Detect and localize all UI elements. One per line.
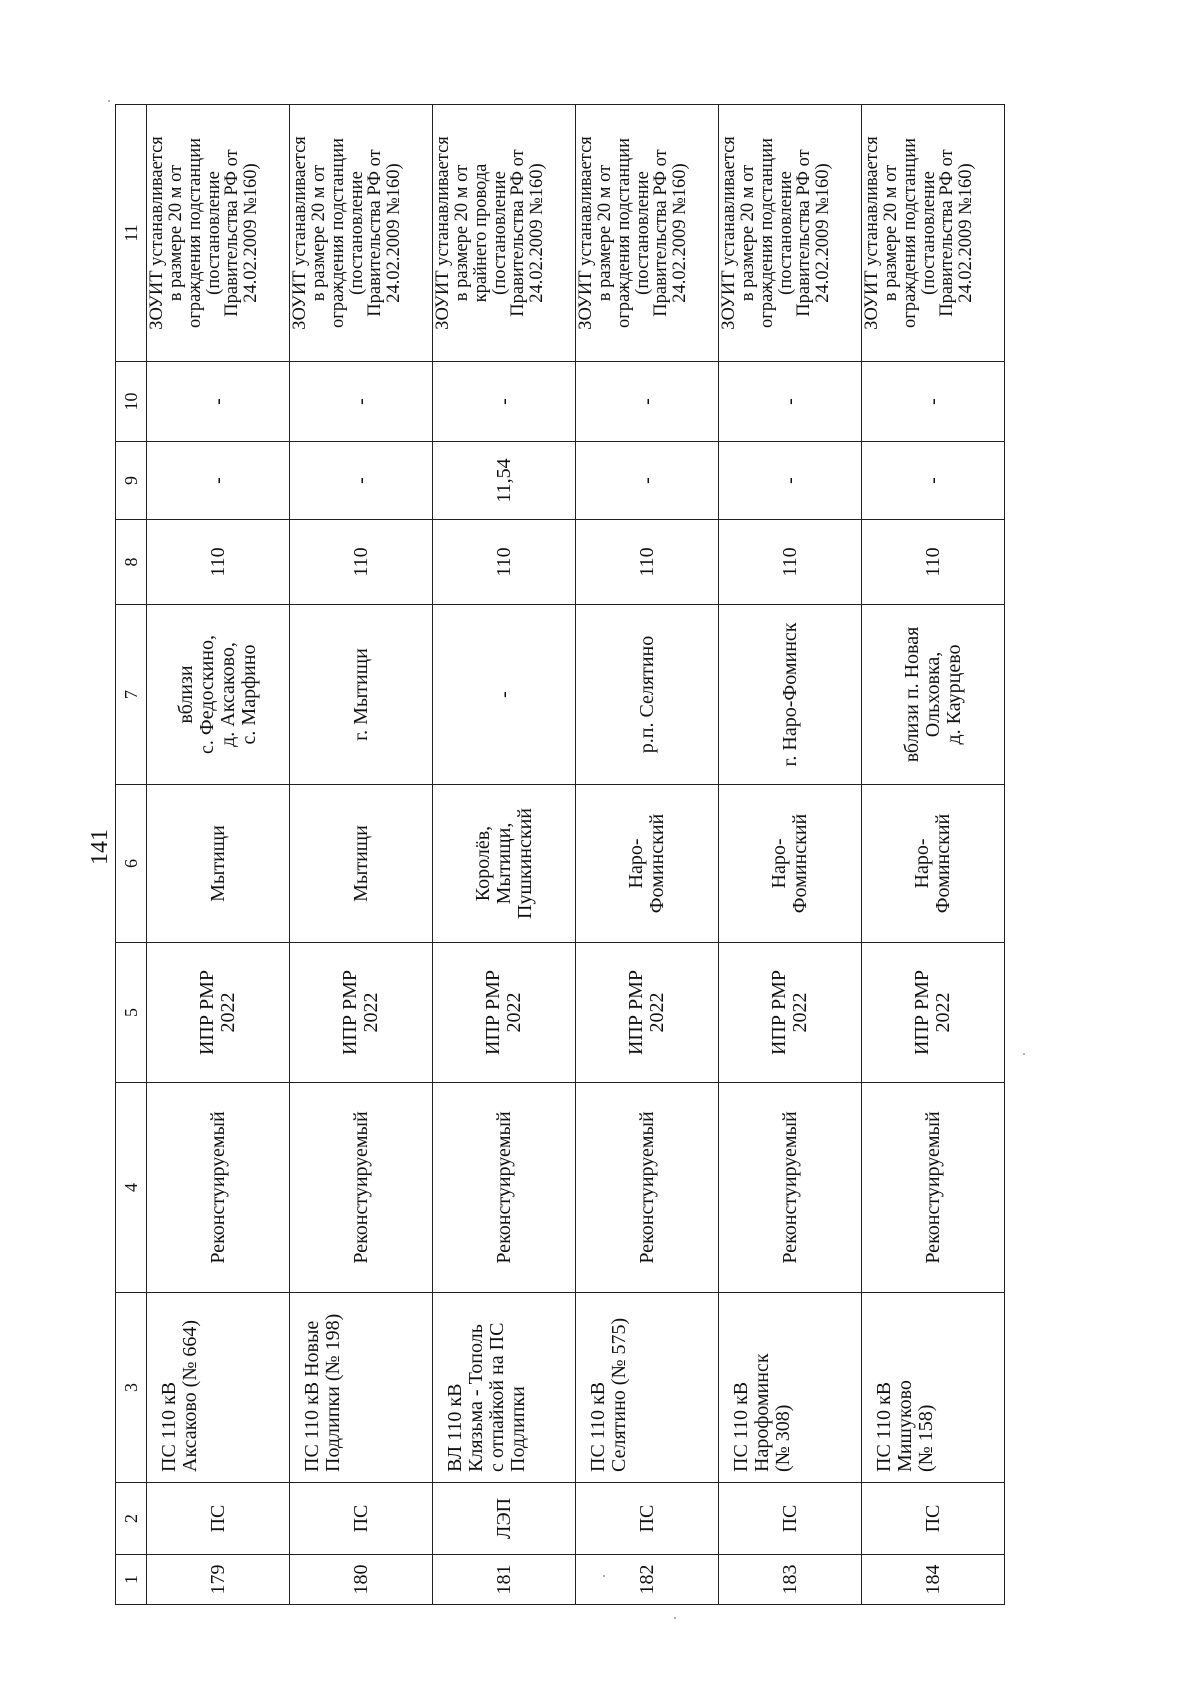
district: Мытищи [290,785,433,943]
length: 11,54 [433,442,576,520]
document-table-wrapper [115,105,1005,1605]
row-number: 182 [576,1555,719,1605]
object-type: ПС [576,1483,719,1555]
district: Наро- Фоминский [576,785,719,943]
length: - [290,442,433,520]
voltage: 110 [862,520,1005,605]
source-document: ИПР РМР 2022 [576,943,719,1083]
object-name: ПС 110 кВ Новые Подлипки (№ 198) [290,1293,433,1483]
column-number: 5 [116,943,147,1083]
column-10-value: - [290,362,433,442]
object-type: ПС [290,1483,433,1555]
row-number: 179 [147,1555,290,1605]
object-status: Реконстуируемый [862,1083,1005,1293]
scan-speck [1023,1053,1025,1055]
row-number: 184 [862,1555,1005,1605]
column-number: 7 [116,605,147,785]
object-name: ПС 110 кВ Селятино (№ 575) [576,1293,719,1483]
district: Королёв, Мытищи, Пушкинский [433,785,576,943]
object-name: ПС 110 кВ Нарофоминск (№ 308) [719,1293,862,1483]
zone-note: ЗОУИТ устанавливается в размере 20 м от ограждения подстанции (постановление Правительства РФ от 24.02.2009 №160) [719,105,862,362]
voltage: 110 [147,520,290,605]
voltage: 110 [576,520,719,605]
page-number: 141 [87,829,113,865]
row-number: 180 [290,1555,433,1605]
source-document: ИПР РМР 2022 [290,943,433,1083]
zone-note: ЗОУИТ устанавливается в размере 20 м от ограждения подстанции (постановление Правительства РФ от 24.02.2009 №160) [147,105,290,362]
object-status: Реконстуируемый [290,1083,433,1293]
source-document: ИПР РМР 2022 [719,943,862,1083]
column-10-value: - [576,362,719,442]
table-row [290,105,433,1605]
length: - [862,442,1005,520]
location: г. Наро-Фоминск [719,605,862,785]
column-number: 4 [116,1083,147,1293]
source-document: ИПР РМР 2022 [147,943,290,1083]
length: - [719,442,862,520]
zone-note: ЗОУИТ устанавливается в размере 20 м от ограждения подстанции (постановление Правительства РФ от 24.02.2009 №160) [290,105,433,362]
scan-speck [674,1617,676,1619]
object-name: ПС 110 кВ Мишуково (№ 158) [862,1293,1005,1483]
location: - [433,605,576,785]
district: Наро- Фоминский [719,785,862,943]
row-number: 181 [433,1555,576,1605]
column-number: 9 [116,442,147,520]
voltage: 110 [433,520,576,605]
zone-note: ЗОУИТ устанавливается в размере 20 м от крайнего провода (постановление Правительства РФ от 24.02.2009 №160) [433,105,576,362]
object-status: Реконстуируемый [433,1083,576,1293]
source-document: ИПР РМР 2022 [433,943,576,1083]
column-number: 3 [116,1293,147,1483]
column-number: 8 [116,520,147,605]
object-status: Реконстуируемый [719,1083,862,1293]
object-name: ВЛ 110 кВ Клязьма - Тополь с отпайкой на ПС Подлипки [433,1293,576,1483]
column-number: 10 [116,362,147,442]
object-status: Реконстуируемый [147,1083,290,1293]
object-type: ПС [862,1483,1005,1555]
zone-note: ЗОУИТ устанавливается в размере 20 м от ограждения подстанции (постановление Правительства РФ от 24.02.2009 №160) [862,105,1005,362]
location: р.п. Селятино [576,605,719,785]
column-10-value: - [719,362,862,442]
column-10-value: - [433,362,576,442]
table-row [433,105,576,1605]
object-type: ЛЭП [433,1483,576,1555]
table-row [147,105,290,1605]
object-type: ПС [719,1483,862,1555]
voltage: 110 [290,520,433,605]
document-table [115,104,1005,1605]
length: - [147,442,290,520]
column-10-value: - [147,362,290,442]
location: вблизи п. Новая Ольховка, д. Каурцево [862,605,1005,785]
column-number-row [116,105,147,1605]
object-name: ПС 110 кВ Аксаково (№ 664) [147,1293,290,1483]
column-number: 1 [116,1555,147,1605]
column-number: 11 [116,105,147,362]
length: - [576,442,719,520]
voltage: 110 [719,520,862,605]
row-number: 183 [719,1555,862,1605]
table-row [576,105,719,1605]
column-number: 2 [116,1483,147,1555]
location: вблизи с. Федоскино, д. Аксаково, с. Марфино [147,605,290,785]
zone-note: ЗОУИТ устанавливается в размере 20 м от ограждения подстанции (постановление Правительства РФ от 24.02.2009 №160) [576,105,719,362]
district: Мытищи [147,785,290,943]
column-10-value: - [862,362,1005,442]
source-document: ИПР РМР 2022 [862,943,1005,1083]
scan-speck [603,1575,605,1577]
table-row [719,105,862,1605]
location: г. Мытищи [290,605,433,785]
district: Наро- Фоминский [862,785,1005,943]
column-number: 6 [116,785,147,943]
object-type: ПС [147,1483,290,1555]
table-row [862,105,1005,1605]
scan-speck [108,100,110,102]
object-status: Реконстуируемый [576,1083,719,1293]
